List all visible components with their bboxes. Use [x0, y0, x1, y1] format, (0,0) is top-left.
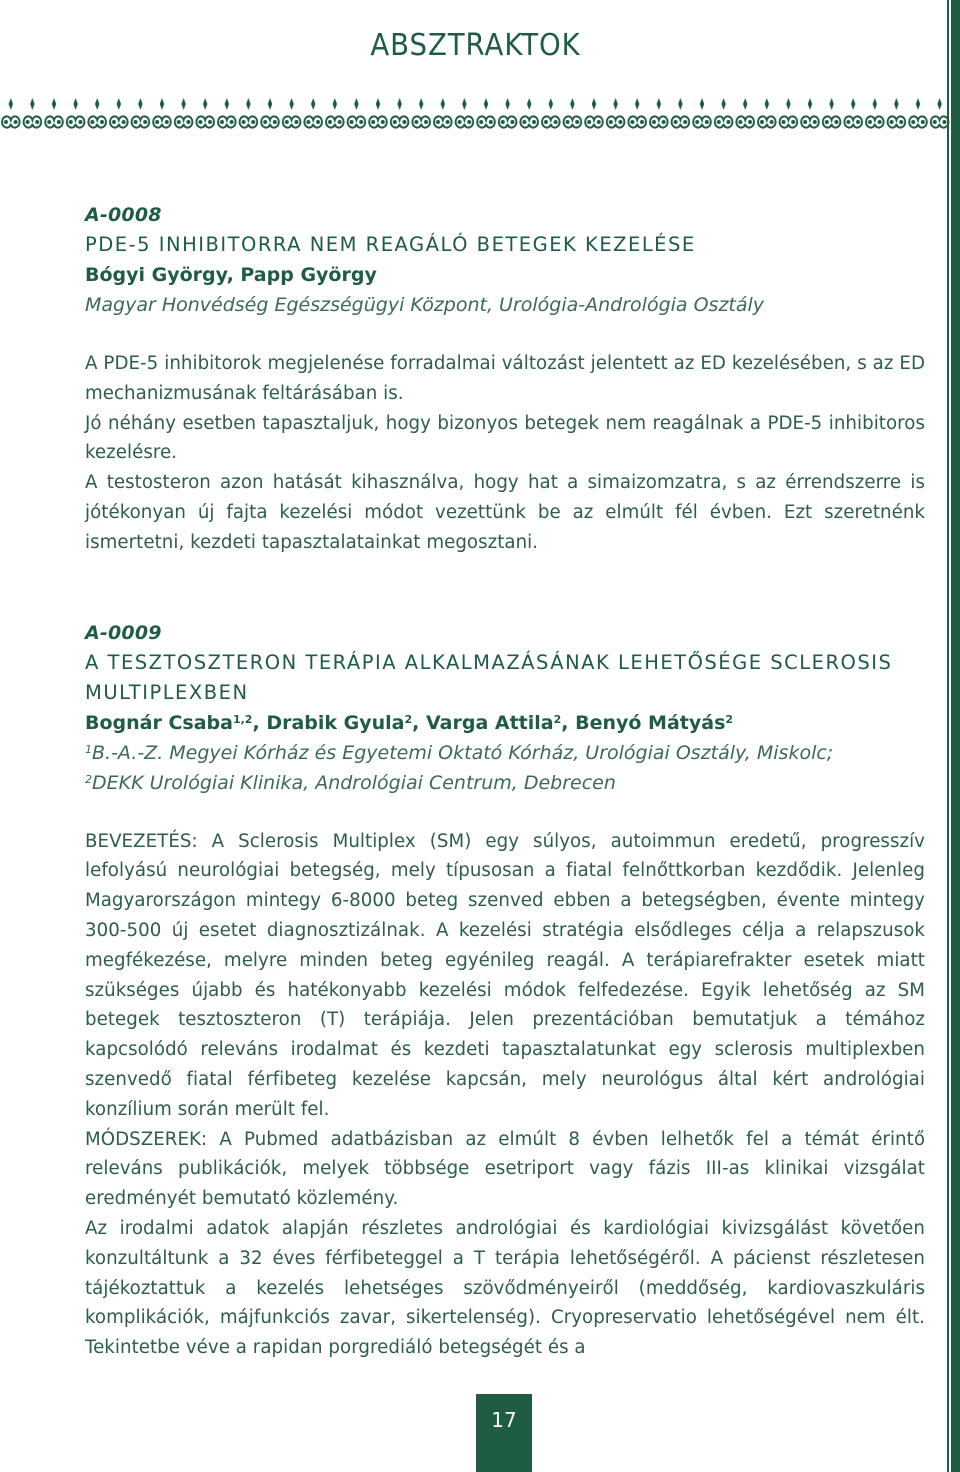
author-affiliation-mark: 2 — [725, 712, 734, 726]
affiliation-text: B.-A.-Z. Megyei Kórház és Egyetemi Oktató Kórház, Urológiai Osztály, Miskolc; — [92, 741, 834, 764]
abstract-affiliation: Magyar Honvédség Egészségügyi Központ, Urológia-Andrológia Osztály — [85, 294, 765, 316]
abstract-paragraph: MÓDSZEREK: A Pubmed adatbázisban az elmúlt 8 évben lelhetők fel a témát érintő releváns publikációk, melyek többsége esetriport vagy fázis III-as klinikai vizsgálat eredményét bemutató közlemény. — [85, 1128, 925, 1210]
abstract-affiliation — [85, 768, 925, 798]
abstract-authors: Bógyi György, Papp György — [85, 264, 377, 286]
abstract-code: A-0008 — [85, 204, 162, 226]
abstract-title: A TESZTOSZTERON TERÁPIA ALKALMAZÁSÁNAK LEHETŐSÉGE SCLEROSIS MULTIPLEXBEN — [85, 650, 893, 704]
abstract-authors — [85, 708, 925, 738]
author-affiliation-mark: 1,2 — [232, 712, 253, 726]
affiliation-mark: 1 — [85, 742, 92, 756]
section-title: ABSZTRAKTOK — [370, 28, 581, 63]
abstract-paragraph: A PDE-5 inhibitorok megjelenése forradalmai változást jelentett az ED kezelésében, s az ED mechanizmusának feltárásában is. — [85, 353, 925, 404]
abstract-title: PDE-5 INHIBITORRA NEM REAGÁLÓ BETEGEK KEZELÉSE — [85, 233, 696, 256]
side-border-strip — [951, 0, 960, 1472]
decorative-ornament-band — [0, 96, 951, 136]
page-number: 17 — [476, 1394, 532, 1472]
author-affiliation-mark: 2 — [404, 712, 413, 726]
abstract-paragraph: Az irodalmi adatok alapján részletes andrológiai és kardiológiai kivizsgálást követően konzultáltunk a 32 éves férfibeteggel a T terápia lehetőségéről. A pácienst részletesen tájékoztattuk a kezelés lehetséges szövődményeiről (meddőség, kardiovaszkuláris komplikációk, májfunkciós zavar, sikertelenség). Cryopreservatio lehetőségével nem élt. Tekintetbe véve a rapidan porgrediáló betegségét és a — [85, 1217, 925, 1359]
abstract-code: A-0009 — [85, 621, 162, 644]
abstract-paragraph: A testosteron azon hatását kihasználva, hogy hat a simaizomzatra, s az érrendszerre is jótékonyan új fajta kezelési módot vezettünk be az elmúlt fél évben. Ezt szeretnénk ismertetni, kezdeti tapasztalatainkat megosztani. — [85, 472, 925, 553]
author-separator: , — [412, 711, 426, 734]
author-name: Bognár Csaba — [85, 711, 233, 734]
author-affiliation-mark: 2 — [553, 712, 562, 726]
abstract-paragraph: BEVEZETÉS: A Sclerosis Multiplex (SM) egy súlyos, autoimmun eredetű, progresszív lefolyású neurológiai betegség, mely típusosan a fiatal felnőttkorban kezdődik. Jelenleg Magyarországon mintegy 6-8000 beteg szenved ebben a betegségben, évente mintegy 300-500 új esetet diagnosztizálnak. A kezelési stratégia elsődleges célja a relapszusok megfékezése, melyre minden beteg egyénileg reagál. A terápiarefrakter esetek miatt szükséges újabb és hatékonyabb kezelési módok felfedezése. Egyik lehetőség az SM betegek tesztoszteron (T) terápiája. Jelen prezentációban bemutatjuk a témához kapcsolódó releváns irodalmat és kezdeti tapasztalatunkat egy sclerosis multiplexben szenvedő fiatal férfibeteg kezelése kapcsán, mely neurológus által kért andrológiai konzílium során merült fel. — [85, 830, 925, 1120]
abstract-affiliation — [85, 738, 925, 768]
author-separator: , — [252, 711, 267, 734]
author-name: Varga Attila — [425, 711, 554, 734]
author-separator: , — [561, 711, 576, 734]
abstract-a0009 — [85, 618, 925, 1363]
affiliation-mark: 2 — [85, 772, 92, 786]
author-name: Drabik Gyula — [266, 711, 405, 734]
abstracts-content — [85, 200, 925, 1363]
abstract-a0008 — [85, 200, 925, 558]
abstract-paragraph: Jó néhány esetben tapasztaljuk, hogy bizonyos betegek nem reagálnak a PDE-5 inhibitoros kezelésre. — [85, 412, 925, 464]
affiliation-text: DEKK Urológiai Klinika, Andrológiai Centrum, Debrecen — [92, 771, 616, 794]
author-name: Benyó Mátyás — [575, 711, 726, 734]
